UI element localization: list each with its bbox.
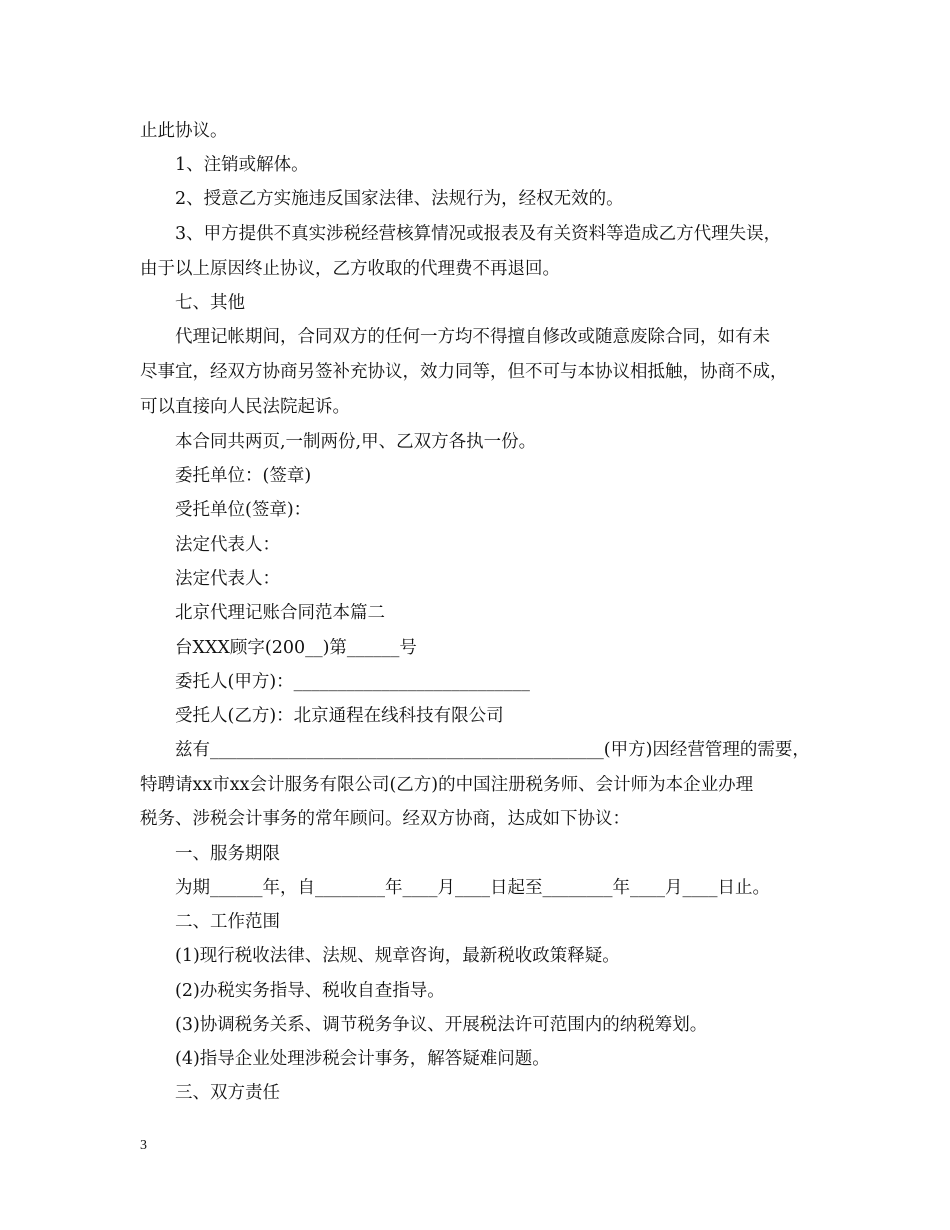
list-item: (2)办税实务指导、税收自查指导。 (175, 981, 445, 1001)
list-item: 3、甲方提供不真实涉税经营核算情况或报表及有关资料等造成乙方代理失误， (175, 224, 782, 244)
section-heading: 二、工作范围 (175, 912, 280, 932)
signature-label: 委托单位：(签章) (175, 466, 312, 486)
party-a-line: 委托人(甲方)：___________________________ (175, 672, 530, 692)
text-line: 兹有_____________________________________________(甲方)因经营管理的需要， (175, 740, 810, 760)
list-item: (4)指导企业处理涉税会计事务，解答疑难问题。 (175, 1049, 550, 1069)
text-line: 止此协议。 (140, 121, 228, 141)
section-heading: 一、服务期限 (175, 844, 280, 864)
list-item: 1、注销或解体。 (175, 155, 309, 175)
list-item: (1)现行税收法律、法规、规章咨询，最新税收政策释疑。 (175, 946, 620, 966)
text-line: 特聘请xx市xx会计服务有限公司(乙方)的中国注册税务师、会计师为本企业办理 (140, 775, 754, 795)
signature-label: 法定代表人： (175, 535, 280, 555)
section-heading: 三、双方责任 (175, 1083, 280, 1103)
document-title: 北京代理记账合同范本篇二 (175, 603, 385, 623)
signature-label: 法定代表人： (175, 569, 280, 589)
text-line: 由于以上原因终止协议，乙方收取的代理费不再退回。 (140, 259, 560, 279)
text-line: 尽事宜，经双方协商另签补充协议，效力同等，但不可与本协议相抵触，协商不成， (140, 362, 788, 382)
text-line: 可以直接向人民法院起诉。 (140, 397, 350, 417)
service-period-line: 为期______年，自________年____月____日起至________年____月____日止。 (175, 878, 770, 898)
page-number: 3 (140, 1138, 147, 1153)
section-heading: 七、其他 (175, 293, 245, 313)
signature-label: 受托单位(签章)： (175, 500, 312, 520)
text-line: 代理记帐期间，合同双方的任何一方均不得擅自修改或随意废除合同，如有未 (175, 327, 770, 347)
party-b-line: 受托人(乙方)：北京通程在线科技有限公司 (175, 706, 504, 726)
contract-number: 台XXX顾字(200__)第______号 (175, 638, 417, 658)
list-item: (3)协调税务关系、调节税务争议、开展税法许可范围内的纳税筹划。 (175, 1015, 708, 1035)
text-line: 税务、涉税会计事务的常年顾问。经双方协商，达成如下协议： (140, 809, 630, 829)
list-item: 2、授意乙方实施违反国家法律、法规行为，经权无效的。 (175, 189, 624, 209)
text-line: 本合同共两页,一制两份,甲、乙双方各执一份。 (175, 432, 537, 452)
